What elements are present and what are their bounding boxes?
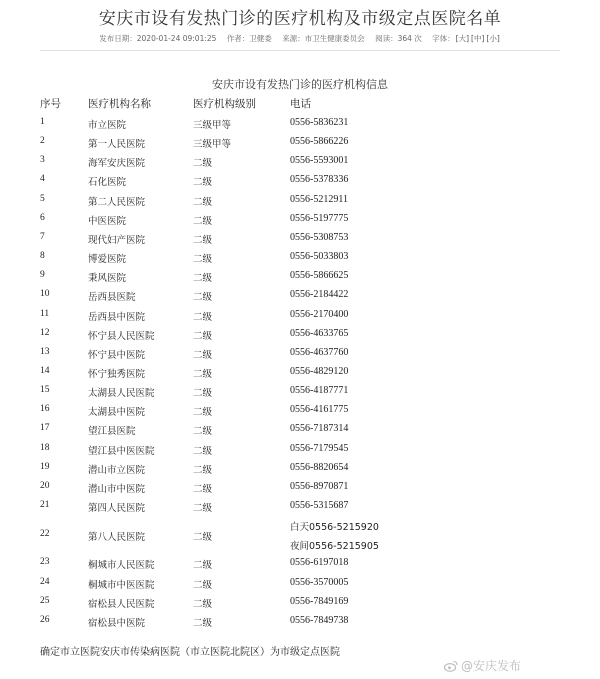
table-row [0,286,600,305]
row-number: 26 [40,614,50,625]
row-number: 19 [40,461,50,472]
hospital-phone-night: 夜间0556-5215905 [290,541,379,553]
row-number: 21 [40,500,50,510]
hospital-level: 三级甲等 [193,120,232,131]
table-row [0,229,600,248]
row-number: 7 [40,231,45,242]
hospital-name: 怀宁县人民医院 [88,330,155,342]
header-name: 医疗机构名称 [88,98,151,110]
hospital-phone: 0556-5378336 [290,174,349,186]
hospital-phone: 0556-5033803 [290,251,349,263]
hospital-phone: 0556-5197775 [290,212,349,224]
hospital-phone: 0556-4187771 [290,385,349,397]
row-number: 6 [40,212,45,223]
table-row [0,554,600,573]
row-number: 14 [40,365,50,376]
hospital-level: 二级 [193,483,213,495]
hospital-level: 二级 [193,503,213,514]
table-row [0,420,600,439]
table-row [0,363,600,382]
row-number: 9 [40,270,45,281]
hospital-name: 望江县医院 [88,426,136,438]
divider [40,50,560,51]
hospital-name: 石化医院 [88,177,127,189]
author: 作者：卫健委 [226,34,272,43]
row-number: 12 [40,327,50,338]
hospital-level: 二级 [193,579,213,591]
hospital-phone: 0556-7179545 [290,442,349,454]
hospital-level: 二级 [193,330,213,342]
header-level: 医疗机构级别 [193,98,256,110]
hospital-phone: 0556-8970871 [290,480,349,492]
hospital-name: 桐城市中医医院 [88,579,155,591]
hospital-level: 二级 [193,531,213,543]
hospital-level: 二级 [193,273,213,285]
hospital-phone: 0556-3570005 [290,576,349,588]
date-label: 发布日期： [99,34,137,43]
row-number: 23 [40,557,50,568]
table-row [0,612,600,631]
row-number: 24 [40,576,50,587]
hospital-name: 桐城市人民医院 [88,560,155,572]
hospital-name: 潜山市中医院 [88,483,146,495]
hospital-phone: 0556-7849738 [290,614,349,626]
hospital-phone: 白天0556-5215920 [290,522,379,534]
hospital-name: 第二人民医院 [88,196,146,208]
article-title: 安庆市设有发热门诊的医疗机构及市级定点医院名单 [98,9,502,29]
hospital-level: 二级 [193,445,213,457]
row-number: 4 [40,174,45,185]
date-value: 2020-01-24 09:01:25 [136,34,217,43]
font-size-label: 字体： [432,34,455,43]
hospital-level: 二级 [193,464,213,476]
hospital-phone: 0556-5593001 [290,155,349,167]
hospital-name: 博爱医院 [88,254,127,266]
hospital-level: 二级 [193,598,213,610]
table-row [0,593,600,612]
hospital-level: 二级 [193,368,213,380]
row-number: 1 [40,117,45,127]
table-row [0,152,600,171]
hospital-level: 二级 [193,407,213,419]
publish-date [99,34,216,43]
article-meta [0,33,600,44]
hospital-level: 三级甲等 [193,139,232,151]
hospital-phone: 0556-7849169 [290,595,349,607]
row-number: 18 [40,442,50,453]
font-large-link[interactable]: [大] [455,34,470,43]
row-number: 5 [40,193,45,204]
table-row [0,344,600,363]
hospital-level: 二级 [193,617,213,629]
hospital-phone: 0556-4161775 [290,404,349,416]
hospital-phone: 0556-4633765 [290,327,349,339]
hospital-phone: 0556-5315687 [290,500,349,511]
hospital-name: 怀宁独秀医院 [88,368,146,380]
hospital-name: 岳西县中医院 [88,311,146,323]
hospital-level: 二级 [193,254,213,266]
row-number: 10 [40,289,50,300]
table-row [0,133,600,152]
table-row [0,267,600,286]
hospital-phone: 0556-4637760 [290,346,349,358]
table-row [0,440,600,459]
font-size-switcher [432,34,501,43]
row-number: 20 [40,480,50,491]
row-number: 16 [40,404,50,415]
row-number: 13 [40,346,50,357]
hospital-level: 二级 [193,158,213,170]
font-small-link[interactable]: [小] [486,34,500,43]
hospital-phone: 0556-2170400 [290,308,349,320]
table-row [0,401,600,420]
hospital-name: 第一人民医院 [88,139,146,151]
font-medium-link[interactable]: [中] [471,34,485,43]
table-row [0,478,600,497]
hospital-level: 二级 [193,292,213,304]
table-row [0,114,600,133]
table-row [0,325,600,344]
header-phone: 电话 [290,98,311,110]
table-row [0,459,600,478]
hospital-name: 宿松县中医院 [88,617,146,629]
hospital-phone: 0556-2184422 [290,289,349,301]
table-row [0,574,600,593]
hospital-name: 岳西县医院 [88,292,136,304]
hospital-phone: 0556-5836231 [290,117,349,128]
header-no: 序号 [40,98,61,110]
hospital-phone: 0556-6197018 [290,557,349,569]
hospital-name: 宿松县人民医院 [88,598,155,610]
row-number: 8 [40,251,45,262]
row-number: 25 [40,595,50,606]
row-number: 15 [40,385,50,396]
hospital-name: 秉风医院 [88,273,127,285]
hospital-name: 望江县中医医院 [88,445,155,457]
hospital-level: 二级 [193,560,213,572]
hospital-phone: 0556-4829120 [290,365,349,377]
source: 来源：市卫生健康委员会 [282,34,365,43]
hospital-name: 第四人民医院 [88,503,146,514]
table-row [0,497,600,516]
hospital-level: 二级 [193,311,213,323]
hospital-level: 二级 [193,388,213,400]
hospital-name: 第八人民医院 [88,531,146,543]
row-number: 2 [40,136,45,147]
table-row [0,306,600,325]
hospital-name: 潜山市立医院 [88,464,146,476]
row-number: 17 [40,423,50,434]
hospital-phone: 0556-5308753 [290,231,349,243]
hospital-level: 二级 [193,426,213,438]
table-title: 安庆市设有发热门诊的医疗机构信息 [212,78,388,91]
hospital-name: 现代妇产医院 [88,234,146,246]
table-row [0,516,600,554]
hospital-name: 中医医院 [88,215,127,227]
table-row [0,248,600,267]
hospital-name: 市立医院 [88,120,127,131]
hospital-level: 二级 [193,215,213,227]
hospital-name: 太湖县人民医院 [88,388,155,400]
hospital-name: 海军安庆医院 [88,158,146,170]
row-number: 11 [40,308,50,319]
watermark-text: @安庆发布 [461,659,522,673]
hospital-phone: 0556-8820654 [290,461,349,473]
hospital-level: 二级 [193,234,213,246]
footer-note: 确定市立医院安庆市传染病医院（市立医院北院区）为市级定点医院 [40,647,340,658]
row-number: 22 [40,528,50,539]
table-row [0,191,600,210]
table-row [0,382,600,401]
hospital-phone: 0556-7187314 [290,423,349,435]
watermark [444,657,521,674]
hospital-phone: 0556-5866625 [290,270,349,282]
row-number: 3 [40,155,45,166]
weibo-icon [444,660,458,672]
hospital-level: 二级 [193,349,213,361]
hospital-phone: 0556-5866226 [290,136,349,148]
table-row [0,210,600,229]
hospital-level: 二级 [193,177,213,189]
table-row [0,171,600,190]
hospital-phone: 0556-5212911 [290,193,348,205]
hospital-level: 二级 [193,196,213,208]
view-count: 阅读：364 次 [375,34,422,43]
hospital-name: 怀宁县中医院 [88,349,146,361]
hospital-name: 太湖县中医院 [88,407,146,419]
